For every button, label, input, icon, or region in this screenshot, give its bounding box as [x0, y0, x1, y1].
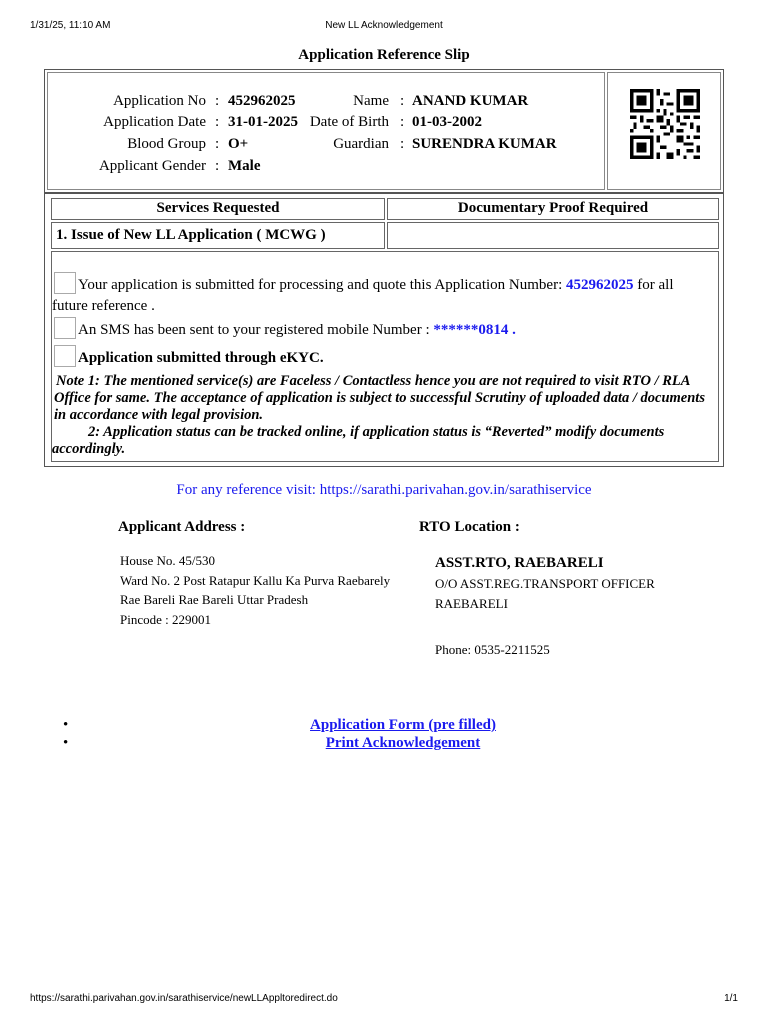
services-box	[44, 193, 724, 467]
slip-title: Application Reference Slip	[298, 47, 470, 63]
gender-value: Male	[228, 158, 261, 174]
colon: :	[400, 93, 405, 109]
app-no-value: 452962025	[228, 93, 296, 109]
sms-text: An SMS has been sent to your registered mobile Number :	[78, 322, 434, 338]
rto-address-line-2: RAEBARELI	[435, 595, 508, 611]
print-acknowledgement-link[interactable]: Print Acknowledgement	[325, 735, 481, 751]
address-line-1: House No. 45/530	[120, 553, 215, 568]
address-line-3: Rae Bareli Rae Bareli Uttar Pradesh	[120, 592, 309, 607]
app-no-label: Application No	[113, 93, 206, 109]
bullet-icon: •	[63, 717, 69, 733]
blood-group-label: Blood Group	[127, 136, 206, 152]
message-panel	[51, 251, 719, 462]
list-item	[0, 735, 768, 753]
print-datetime: 1/31/25, 11:10 AM	[30, 20, 111, 31]
qr-code-cell	[607, 72, 721, 190]
name-value: ANAND KUMAR	[412, 93, 529, 109]
action-links	[0, 717, 768, 753]
checkbox-icon	[54, 345, 76, 367]
colon: :	[400, 114, 405, 130]
colon: :	[215, 114, 220, 130]
submitted-suffix: for all	[633, 277, 674, 293]
blood-group-value: O+	[228, 136, 249, 152]
app-date-label: Application Date	[103, 114, 206, 130]
print-page-title: New LL Acknowledgement	[325, 20, 443, 31]
address-pincode: Pincode : 229001	[120, 611, 211, 627]
submitted-message	[54, 272, 694, 294]
service-row-1: 1. Issue of New LL Application ( MCWG )	[51, 222, 385, 249]
qr-code-icon	[630, 89, 700, 159]
bullet-icon: •	[63, 735, 69, 751]
applicant-address-heading: Applicant Address :	[118, 519, 246, 535]
rto-location-heading: RTO Location :	[419, 519, 520, 535]
print-page-number: 1/1	[724, 993, 738, 1004]
ekyc-text: Application submitted through eKYC.	[78, 350, 324, 366]
colon: :	[215, 136, 220, 152]
applicant-address	[120, 551, 390, 629]
colon: :	[215, 93, 220, 109]
reference-line[interactable]: For any reference visit: https://sarathi.parivahan.gov.in/sarathiservice	[176, 482, 592, 498]
applicant-details	[47, 72, 605, 190]
rto-name: ASST.RTO, RAEBARELI	[435, 555, 604, 571]
checkbox-icon	[54, 317, 76, 339]
mobile-number: ******0814 .	[433, 322, 516, 338]
note-2: 2: Application status can be tracked online, if application status is “Reverted” modify documents accordingly.	[52, 424, 665, 457]
application-form-link[interactable]: Application Form (pre filled)	[310, 717, 496, 733]
guardian-label: Guardian	[333, 136, 389, 152]
submitted-text: Your application is submitted for processing and quote this Application Number:	[78, 277, 566, 293]
proof-row-1	[387, 222, 719, 249]
sms-message	[54, 317, 516, 339]
app-date-value: 31-01-2025	[228, 114, 298, 130]
rto-phone: Phone: 0535-2211525	[435, 642, 550, 657]
checkbox-icon	[54, 272, 76, 294]
applicant-info-box	[44, 69, 724, 193]
rto-address-line-1: O/O ASST.REG.TRANSPORT OFFICER	[435, 576, 655, 591]
gender-label: Applicant Gender	[98, 158, 206, 174]
documentary-proof-header: Documentary Proof Required	[387, 198, 719, 220]
note-1: Note 1: The mentioned service(s) are Faceless / Contactless hence you are not required to visit RTO / RLA Office for same. The acceptance of application is subject to successful Scrutiny of uploaded data / documents in accordance with legal provision.	[54, 373, 705, 423]
submitted-message-line2: future reference .	[52, 298, 155, 314]
name-label: Name	[353, 93, 389, 109]
address-line-2: Ward No. 2 Post Ratapur Kallu Ka Purva Raebarely	[120, 572, 391, 588]
application-number-link: 452962025	[566, 277, 634, 293]
ekyc-message	[54, 345, 324, 367]
guardian-value: SURENDRA KUMAR	[412, 136, 557, 152]
services-requested-header: Services Requested	[51, 198, 385, 220]
colon: :	[400, 136, 405, 152]
dob-label: Date of Birth	[309, 114, 389, 130]
dob-value: 01-03-2002	[412, 114, 482, 130]
print-url: https://sarathi.parivahan.gov.in/sarathiservice/newLLAppltoredirect.do	[30, 993, 338, 1004]
list-item	[0, 717, 768, 735]
rto-address	[435, 574, 655, 613]
colon: :	[215, 158, 220, 174]
